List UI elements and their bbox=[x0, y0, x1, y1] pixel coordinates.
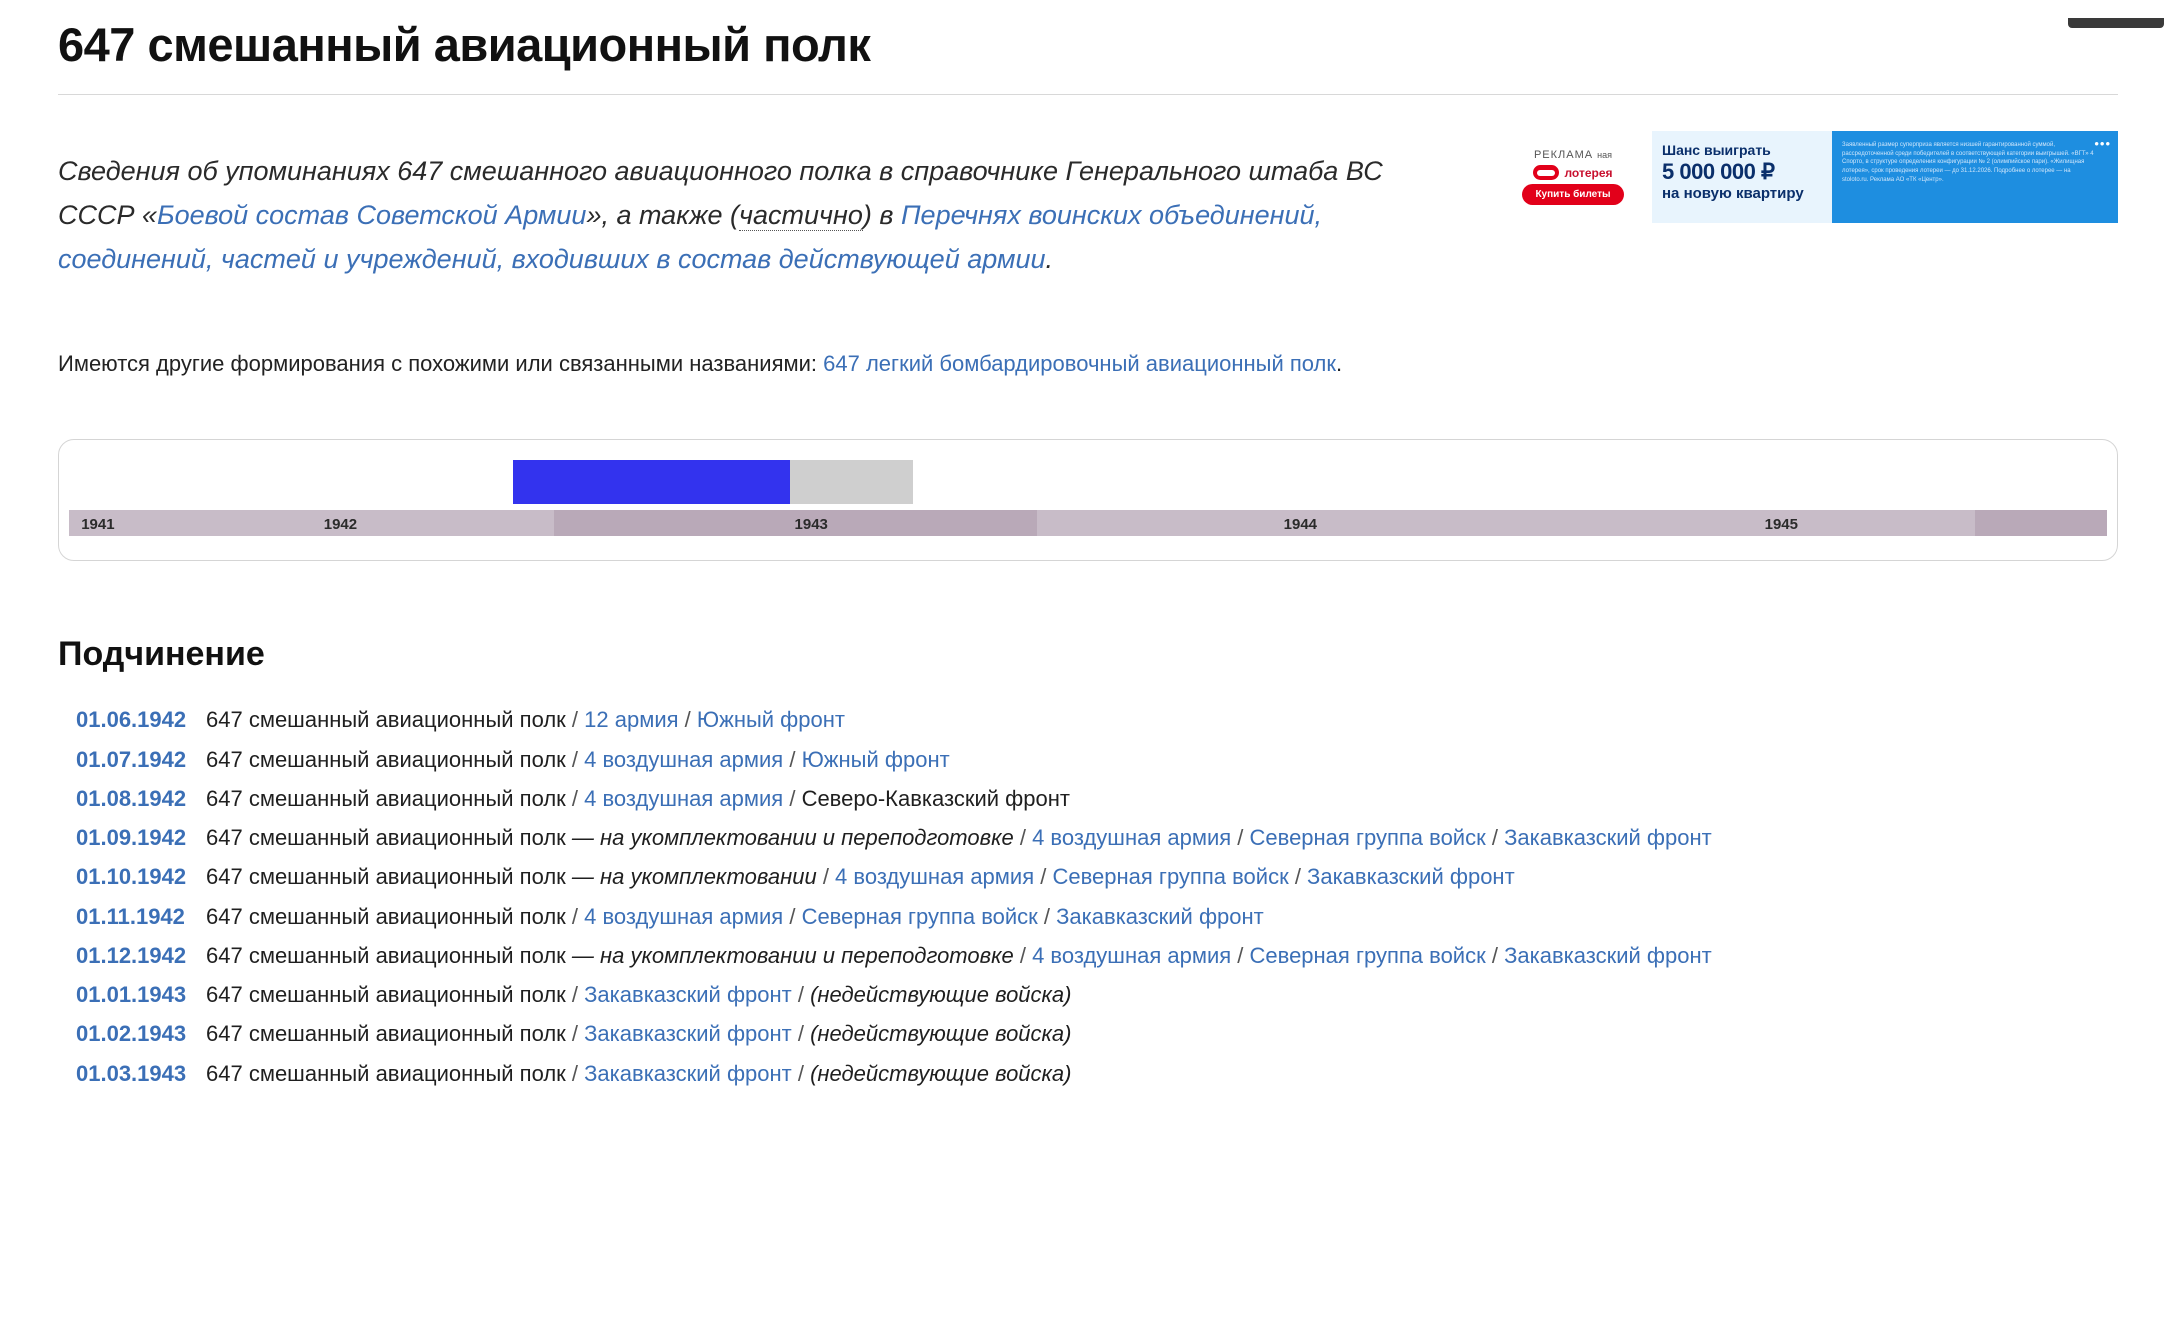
subordination-separator: / bbox=[783, 746, 802, 772]
subordination-chain bbox=[206, 861, 1515, 892]
subordination-separator: / bbox=[791, 1021, 811, 1047]
subordination-chain bbox=[206, 704, 845, 735]
subordination-link[interactable]: Закавказский фронт bbox=[584, 1021, 792, 1047]
subordination-chain bbox=[206, 979, 1072, 1010]
timeline-year-label: 1944 bbox=[1283, 516, 1318, 534]
ad-left-panel bbox=[1494, 131, 1652, 223]
timeline-year-label: 1942 bbox=[323, 516, 358, 534]
ad-logo-text: лотерея bbox=[1564, 165, 1613, 180]
subordination-unit: 647 смешанный авиационный полк bbox=[206, 1060, 566, 1086]
subordination-row bbox=[58, 1054, 2118, 1093]
subordination-separator: / bbox=[565, 1060, 585, 1086]
timeline-year-label: 1943 bbox=[794, 516, 828, 534]
related-formations bbox=[58, 346, 2118, 381]
subordination-row bbox=[58, 700, 2118, 739]
subordination-unit: 647 смешанный авиационный полк bbox=[206, 785, 566, 811]
intro-row bbox=[58, 123, 2118, 308]
link-647-light-bomber-regiment[interactable]: 647 легкий бомбардировочный авиационный полк bbox=[823, 351, 1336, 377]
timeline[interactable] bbox=[58, 439, 2118, 561]
intro-paragraph bbox=[58, 150, 1418, 281]
subordination-plain: (недействующие войска) bbox=[810, 982, 1072, 1008]
intro-text-4: . bbox=[1045, 243, 1054, 274]
ad-menu-icon[interactable]: ••• bbox=[2094, 136, 2111, 152]
subordination-unit: 647 смешанный авиационный полк bbox=[206, 746, 566, 772]
subordination-chain bbox=[206, 744, 950, 775]
page-title: 647 смешанный авиационный полк bbox=[58, 18, 871, 71]
timeline-segment bbox=[69, 510, 554, 536]
subordination-unit: 647 смешанный авиационный полк bbox=[206, 825, 566, 851]
intro-text-3: ) в bbox=[862, 199, 901, 230]
subordination-link[interactable]: 4 воздушная армия bbox=[835, 864, 1035, 890]
subordination-plain: (недействующие войска) bbox=[810, 1021, 1072, 1047]
subordination-unit: 647 смешанный авиационный полк bbox=[206, 903, 566, 929]
subordination-link[interactable]: Закавказский фронт bbox=[584, 982, 792, 1008]
subordination-chain bbox=[206, 901, 1264, 932]
timeline-year-label: 1941 bbox=[81, 516, 115, 534]
subordination-chain bbox=[206, 822, 1712, 853]
subordination-separator: / bbox=[678, 707, 697, 733]
subordination-row bbox=[58, 975, 2118, 1014]
subordination-unit: 647 смешанный авиационный полк bbox=[206, 707, 566, 733]
subordination-link[interactable]: 4 воздушная армия bbox=[1032, 825, 1232, 851]
subordination-link[interactable]: Закавказский фронт bbox=[1307, 864, 1515, 890]
subordination-link[interactable]: Закавказский фронт bbox=[1504, 942, 1712, 968]
subordination-link[interactable]: 4 воздушная армия bbox=[1032, 942, 1232, 968]
timeline-segment bbox=[1037, 510, 1496, 536]
subordination-separator: / bbox=[783, 903, 802, 929]
subordination-date: 01.06.1942 bbox=[76, 707, 187, 733]
subordination-row bbox=[58, 1014, 2118, 1053]
subordination-link[interactable]: Закавказский фронт bbox=[1056, 903, 1264, 929]
subordination-separator: / bbox=[1288, 864, 1308, 890]
subordination-separator: / bbox=[816, 864, 836, 890]
subordination-list bbox=[58, 700, 2118, 1092]
intro-text-1: Сведения об упоминаниях 647 смешанного авиационного полка в справочнике Генерального штаба ВС СССР « bbox=[58, 156, 1383, 230]
ad-brand-suffix: ная bbox=[1597, 150, 1613, 160]
subordination-link[interactable]: Северная группа войск bbox=[1249, 942, 1486, 968]
subordination-separator: / bbox=[565, 746, 585, 772]
subordination-separator: / bbox=[565, 982, 585, 1008]
subordination-link[interactable]: 12 армия bbox=[584, 707, 679, 733]
subordination-separator: / bbox=[1231, 825, 1250, 851]
subordination-link[interactable]: Северная группа войск bbox=[801, 903, 1038, 929]
timeline-year-label: 1945 bbox=[1764, 516, 1798, 534]
intro-text-2: », а также ( bbox=[586, 199, 740, 230]
ad-headline-3: на новую квартиру bbox=[1662, 184, 1804, 202]
title-divider bbox=[58, 94, 2118, 95]
subordination-row bbox=[58, 818, 2118, 857]
subordination-link[interactable]: 4 воздушная армия bbox=[584, 903, 784, 929]
subordination-separator: / bbox=[565, 785, 585, 811]
subordination-separator: / bbox=[1034, 864, 1053, 890]
ad-buy-tickets-button[interactable]: Купить билеты bbox=[1522, 184, 1623, 205]
subordination-link[interactable]: 4 воздушная армия bbox=[584, 746, 784, 772]
subordination-chain bbox=[206, 1058, 1072, 1089]
timeline-active-range bbox=[513, 460, 790, 504]
timeline-segment bbox=[1496, 510, 1975, 536]
lottery-mark-icon bbox=[1533, 165, 1559, 180]
ad-brand-top: РЕКЛАМА bbox=[1533, 149, 1594, 161]
link-boevoy-sostav[interactable]: Боевой состав Советской Армии bbox=[157, 199, 587, 230]
subordination-separator: / bbox=[783, 785, 802, 811]
subordination-link[interactable]: Южный фронт bbox=[696, 707, 845, 733]
section-title-subordination: Подчинение bbox=[58, 635, 265, 674]
subordination-row bbox=[58, 740, 2118, 779]
subordination-separator: / bbox=[565, 707, 585, 733]
page-root bbox=[0, 18, 2176, 1093]
subordination-separator: / bbox=[1037, 903, 1057, 929]
subordination-note: — на укомплектовании bbox=[565, 864, 817, 890]
subordination-plain: Северо-Кавказский фронт bbox=[801, 785, 1070, 811]
subordination-separator: / bbox=[1485, 825, 1505, 851]
subordination-plain: (недействующие войска) bbox=[810, 1060, 1072, 1086]
subordination-date: 01.11.1942 bbox=[76, 903, 185, 929]
subordination-date: 01.08.1942 bbox=[76, 785, 187, 811]
subordination-link[interactable]: Южный фронт bbox=[801, 746, 950, 772]
subordination-link[interactable]: Закавказский фронт bbox=[1504, 825, 1712, 851]
subordination-separator: / bbox=[1013, 825, 1033, 851]
subordination-chain bbox=[206, 1018, 1072, 1049]
subordination-date: 01.09.1942 bbox=[76, 825, 187, 851]
subordination-row bbox=[58, 779, 2118, 818]
ad-headline-2: 5 000 000 ₽ bbox=[1662, 158, 1775, 184]
subordination-date: 01.01.1943 bbox=[76, 982, 187, 1008]
intro-dotted-note: частично bbox=[739, 199, 863, 230]
subordination-row bbox=[58, 857, 2118, 896]
subordination-link[interactable]: Закавказский фронт bbox=[584, 1060, 792, 1086]
ad-headline bbox=[1652, 131, 1832, 223]
subordination-link[interactable]: Северная группа войск bbox=[1249, 825, 1486, 851]
ad-legal-text: Заявленный размер суперприза является низшей гарантированной суммой, рассредоточенной среди победителей в соответствующей категории выигрышей. «ВГТ» 4 Спорто, в структуре определения конфигурации № 2 (олимпийское пари). «Жилищная лотерея», срок проведения лотереи — до 31.12.2026. Подробнее о лотерее — на stoloto.ru. Реклама АО «ТК «Центр». bbox=[1832, 131, 2118, 223]
subordination-link[interactable]: Северная группа войск bbox=[1052, 864, 1289, 890]
lottery-logo-icon bbox=[1533, 165, 1612, 180]
subordination-date: 01.07.1942 bbox=[76, 746, 187, 772]
subordination-link[interactable]: 4 воздушная армия bbox=[584, 785, 784, 811]
subordination-separator: / bbox=[565, 903, 585, 929]
subordination-unit: 647 смешанный авиационный полк bbox=[206, 942, 566, 968]
related-prefix: Имеются другие формирования с похожими или связанными названиями: bbox=[58, 351, 824, 377]
subordination-row bbox=[58, 897, 2118, 936]
link-perechni[interactable]: Перечнях воинских объединений, соединений, частей и учреждений, входивших в состав действующей армии bbox=[58, 199, 1322, 274]
subordination-row bbox=[58, 936, 2118, 975]
subordination-date: 01.02.1943 bbox=[76, 1021, 187, 1047]
ad-headline-1: Шанс выиграть bbox=[1662, 142, 1771, 159]
subordination-unit: 647 смешанный авиационный полк bbox=[206, 982, 566, 1008]
subordination-note: — на укомплектовании и переподготовке bbox=[565, 825, 1014, 851]
subordination-chain bbox=[206, 783, 1070, 814]
subordination-unit: 647 смешанный авиационный полк bbox=[206, 864, 566, 890]
timeline-inner bbox=[69, 452, 2107, 548]
subordination-date: 01.12.1942 bbox=[76, 942, 187, 968]
subordination-separator: / bbox=[1231, 942, 1250, 968]
subordination-separator: / bbox=[1485, 942, 1505, 968]
subordination-separator: / bbox=[1013, 942, 1033, 968]
subordination-separator: / bbox=[791, 982, 811, 1008]
related-suffix: . bbox=[1336, 351, 1343, 377]
subordination-date: 01.03.1943 bbox=[76, 1060, 187, 1086]
subordination-note: — на укомплектовании и переподготовке bbox=[565, 942, 1014, 968]
subordination-separator: / bbox=[791, 1060, 811, 1086]
ad-banner[interactable] bbox=[1494, 131, 2118, 223]
ad-brand-label bbox=[1534, 149, 1612, 161]
subordination-chain bbox=[206, 940, 1712, 971]
subordination-date: 01.10.1942 bbox=[76, 864, 187, 890]
subordination-unit: 647 смешанный авиационный полк bbox=[206, 1021, 566, 1047]
subordination-separator: / bbox=[565, 1021, 585, 1047]
